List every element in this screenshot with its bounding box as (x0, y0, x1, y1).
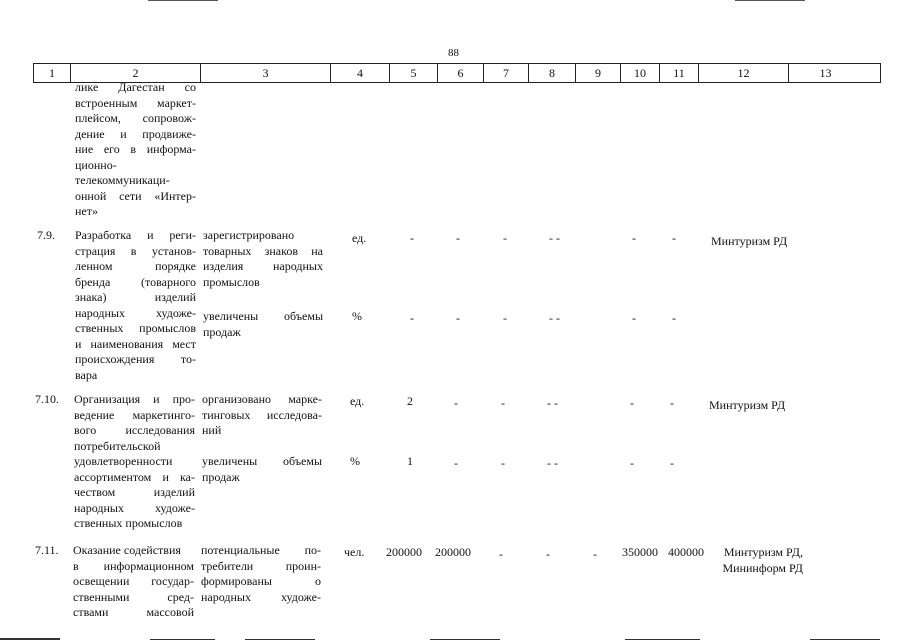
text-line: организовано марке- (202, 392, 322, 406)
text-line: Оказание содействия (73, 543, 181, 557)
value-col8: - - (549, 231, 560, 245)
text-line: ционно- (75, 157, 117, 172)
value-col7: - (501, 456, 505, 470)
column-header: 7 (484, 64, 529, 82)
text-line: освещении государ- (73, 574, 194, 588)
text-line: народных художе- (201, 589, 321, 604)
text-line: знака) изделий (75, 290, 196, 304)
executor: Минтуризм РД (711, 234, 788, 248)
text-line: удовлетворенности (74, 454, 173, 468)
row-number: 7.10. (35, 392, 59, 406)
value-col7: - (499, 547, 503, 561)
column-header: 8 (529, 64, 576, 82)
unit: % (352, 309, 362, 323)
value-col6: 200000 (435, 545, 471, 559)
text-line: ведение маркетинго- (74, 407, 195, 422)
text-line: требители проин- (201, 558, 321, 573)
text-line: ственными сред- (73, 589, 194, 604)
value-col10: - (632, 231, 636, 245)
executor: Минтуризм РД (709, 398, 786, 412)
row-description (74, 392, 195, 532)
value-col6: - (456, 231, 460, 245)
text-line: потребительской (74, 438, 161, 453)
value-col11: - (670, 396, 674, 410)
row-number: 7.11. (35, 543, 59, 557)
text-line: ствами массовой (73, 605, 194, 619)
column-header: 3 (201, 64, 331, 82)
text-line: товарных знаков на (203, 243, 323, 258)
indicator-name (202, 392, 322, 439)
text-line: тинговых исследова- (202, 407, 322, 422)
text-line: зарегистрировано (203, 228, 295, 242)
text-line: ний (202, 423, 222, 437)
value-col5: 2 (407, 394, 413, 408)
value-col7: - (501, 396, 505, 410)
text-line: происхождения то- (75, 352, 196, 366)
column-header: 5 (390, 64, 438, 82)
text-line: лике Дагестан со (75, 80, 196, 94)
value-col5: 1 (407, 454, 413, 468)
text-line: ственных промыслов (75, 321, 196, 335)
text-line: плейсом, сопровож- (75, 111, 196, 125)
text-line: ленном порядке (75, 259, 196, 273)
value-col11: - (670, 456, 674, 470)
value-col11: - (672, 311, 676, 325)
text-line: Разработка и реги- (75, 228, 196, 242)
executor (713, 545, 803, 576)
continuation-description (75, 80, 196, 220)
value-col7: - (503, 231, 507, 245)
value-col5: 200000 (386, 545, 422, 559)
unit: чел. (344, 545, 365, 559)
text-line: изделия народных (203, 259, 323, 273)
indicator-name (201, 543, 321, 605)
value-col8: - - (547, 396, 558, 410)
text-line: увеличены объемы (202, 454, 322, 468)
text-line: Минтуризм РД, (723, 545, 803, 559)
text-line: народных художе- (75, 305, 196, 320)
text-line: дение и продвиже- (75, 126, 196, 141)
text-line: онной сети «Интер- (75, 188, 196, 203)
value-col6: - (454, 456, 458, 470)
row-number: 7.9. (37, 228, 55, 242)
indicator-name (202, 454, 322, 485)
text-line: ассортиментом и ка- (74, 469, 195, 484)
text-line: формированы о (201, 574, 321, 588)
column-header: 6 (438, 64, 484, 82)
text-line: продаж (202, 469, 240, 484)
column-header: 1 (34, 64, 71, 82)
scan-edge-line (735, 0, 805, 1)
value-col8: - - (547, 456, 558, 470)
value-col10: 350000 (622, 545, 658, 559)
unit: ед. (352, 231, 367, 245)
value-col10: - (632, 311, 636, 325)
text-line: народных художе- (74, 500, 195, 515)
row-description (75, 228, 196, 383)
indicator-name (203, 228, 323, 290)
column-header: 10 (621, 64, 660, 82)
value-col10: - (630, 456, 634, 470)
text-line: Мининформ РД (722, 560, 803, 575)
text-line: вого исследования (74, 423, 195, 437)
text-line: увеличены объемы (203, 309, 323, 323)
text-line: вара (75, 367, 98, 382)
value-col5: - (410, 231, 414, 245)
value-col8: - - (549, 311, 560, 325)
column-header: 4 (331, 64, 390, 82)
row-description (73, 543, 194, 621)
value-col6: - (454, 396, 458, 410)
indicator-name (203, 309, 323, 340)
text-line: бренда (товарного (75, 274, 196, 289)
text-line: ственных промыслов (74, 516, 183, 530)
value-col11: 400000 (668, 545, 704, 559)
column-header: 11 (660, 64, 699, 82)
scan-edge-line (148, 0, 218, 1)
column-header: 13 (819, 66, 832, 80)
value-col11: - (672, 231, 676, 245)
text-line: Организация и про- (74, 392, 195, 406)
value-col10: - (630, 396, 634, 410)
page-number: 88 (448, 47, 459, 59)
text-line: телекоммуникаци- (75, 173, 170, 187)
text-line: и наименования мест (75, 336, 196, 351)
unit: % (350, 454, 360, 468)
text-line: встроенным маркет- (75, 95, 196, 110)
value-col6: - (456, 311, 460, 325)
text-line: чеством изделий (74, 485, 195, 499)
unit: ед. (350, 394, 365, 408)
value-col8: - (546, 547, 550, 561)
value-col7: - (503, 311, 507, 325)
text-line: страция в установ- (75, 243, 196, 258)
value-col9: - (593, 547, 597, 561)
text-line: нет» (75, 204, 98, 218)
column-header: 12 (699, 64, 789, 82)
value-col5: - (410, 311, 414, 325)
column-header: 2 (71, 64, 201, 82)
column-header: 9 (576, 64, 621, 82)
text-line: потенциальные по- (201, 543, 321, 557)
text-line: ние его в информа- (75, 142, 196, 156)
text-line: в информационном (73, 558, 194, 573)
text-line: промыслов (203, 274, 260, 289)
text-line: продаж (203, 324, 241, 339)
